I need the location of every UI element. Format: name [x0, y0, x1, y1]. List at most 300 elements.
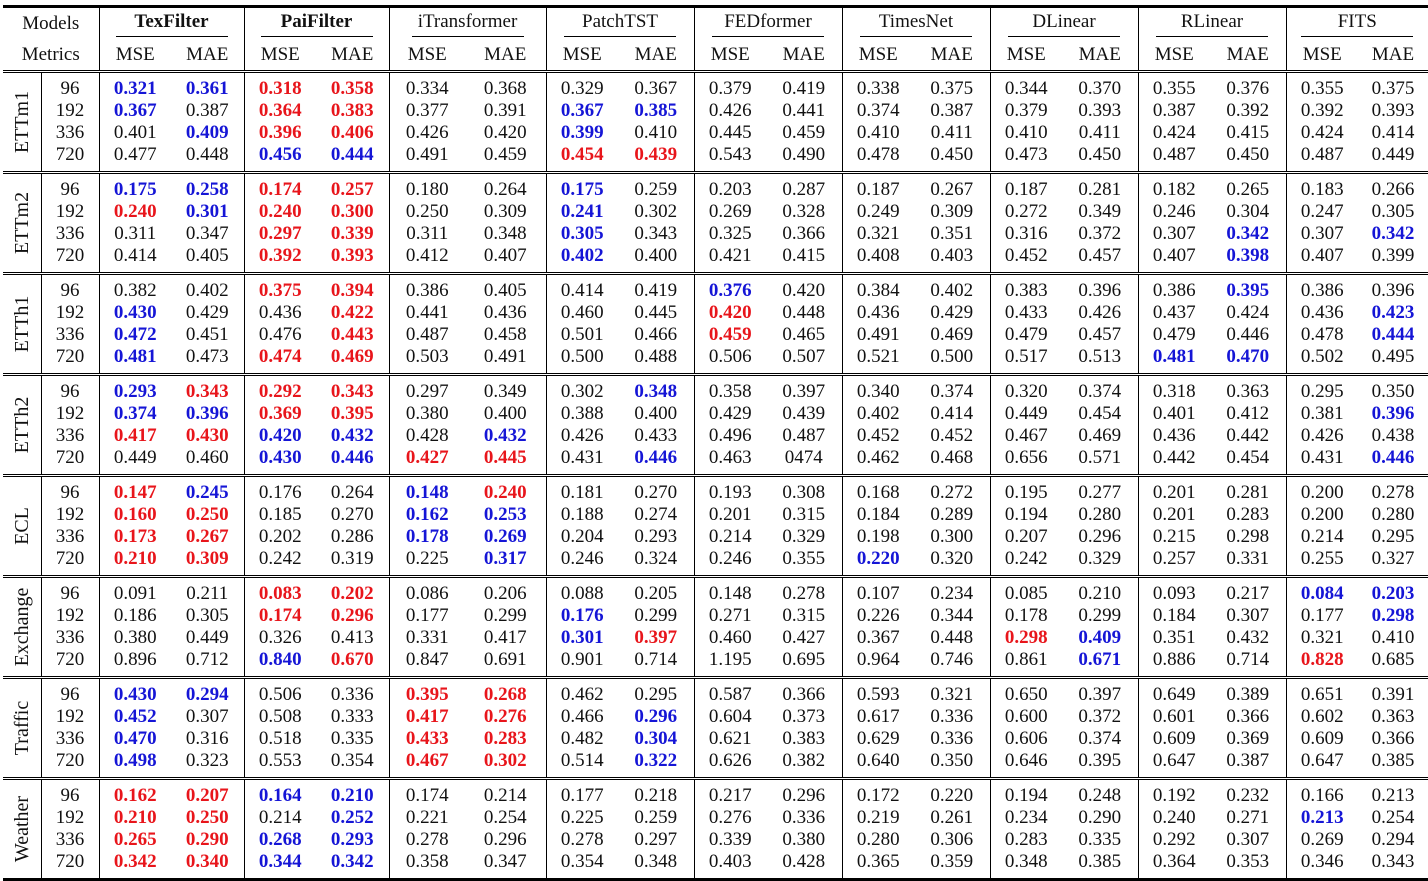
model-header — [546, 7, 694, 41]
metric-header: MAE — [484, 44, 527, 65]
value-cell: 0.088 — [546, 577, 618, 606]
value-cell-second: 0.430 — [99, 678, 171, 707]
value-cell: 0.518 — [244, 728, 316, 750]
value-cell: 0.432 — [1226, 627, 1270, 648]
value-cell: 0.348 — [990, 851, 1062, 880]
value-cell-best: 0.250 — [185, 807, 229, 828]
value-cell-best: 0.174 — [244, 605, 316, 627]
value-cell: 0.168 — [842, 476, 914, 505]
value-cell: 0.278 — [546, 829, 618, 851]
value-cell-best: 0.454 — [546, 144, 618, 173]
value-cell: 0.315 — [782, 605, 826, 626]
value-cell: 0.366 — [1371, 728, 1415, 749]
value-cell-second: 0.402 — [546, 245, 618, 274]
value-cell: 0.381 — [1286, 403, 1358, 425]
value-cell: 0.448 — [930, 627, 974, 648]
value-cell: 0.426 — [1286, 425, 1358, 447]
value-cell: 0.348 — [483, 223, 527, 244]
value-cell: 0.587 — [694, 678, 766, 707]
value-cell: 0.714 — [1226, 649, 1270, 670]
value-cell-best: 0.383 — [330, 100, 374, 121]
horizon-cell: 336 — [55, 324, 85, 345]
value-cell: 0.408 — [842, 245, 914, 274]
value-cell: 0.214 — [465, 779, 546, 808]
value-cell-second: 0.481 — [99, 346, 171, 375]
value-cell: 0.391 — [1358, 678, 1428, 707]
value-cell: 0.886 — [1138, 649, 1210, 678]
value-cell: 0.901 — [546, 649, 618, 678]
metric-header: MSE — [1286, 40, 1358, 72]
value-cell: 0.412 — [389, 245, 465, 274]
model-name: TimesNet — [860, 11, 972, 37]
value-cell: 0.166 — [1286, 779, 1358, 808]
value-cell: 0.388 — [546, 403, 618, 425]
dataset-label — [3, 375, 41, 476]
horizon-cell: 720 — [55, 548, 85, 569]
value-cell: 0.246 — [1138, 201, 1210, 223]
value-cell-second: 0.498 — [99, 750, 171, 779]
value-cell-second: 0.301 — [185, 201, 229, 222]
value-cell: 0.217 — [1210, 577, 1286, 606]
model-header — [694, 7, 842, 41]
value-cell: 0.250 — [389, 201, 465, 223]
horizon-cell: 96 — [41, 577, 99, 606]
dataset-label — [3, 274, 41, 375]
value-cell: 0.307 — [185, 706, 229, 727]
value-cell: 0.410 — [1371, 627, 1415, 648]
value-cell: 0.329 — [782, 526, 826, 547]
value-cell: 0.513 — [1078, 346, 1122, 367]
value-cell-second: 0.258 — [171, 173, 244, 202]
value-cell: 0.375 — [1358, 72, 1428, 101]
value-cell: 0.626 — [694, 750, 766, 779]
value-cell: 0.467 — [990, 425, 1062, 447]
value-cell: 0.266 — [1358, 173, 1428, 202]
value-cell-best: 0.406 — [330, 122, 374, 143]
horizon-cell: 336 — [55, 122, 85, 143]
value-cell-best: 0.443 — [330, 324, 374, 345]
value-cell: 0.315 — [782, 504, 826, 525]
value-cell: 0.374 — [914, 375, 990, 404]
value-cell: 0.442 — [1138, 447, 1210, 476]
value-cell: 0474 — [784, 447, 823, 468]
horizon-cell: 192 — [55, 504, 85, 525]
value-cell: 0.396 — [1358, 274, 1428, 303]
value-cell-best: 0.309 — [185, 548, 229, 569]
value-cell: 0.369 — [1226, 728, 1270, 749]
value-cell: 0.469 — [930, 324, 974, 345]
value-cell: 0.200 — [1286, 504, 1358, 526]
value-cell: 0.382 — [99, 274, 171, 303]
value-cell-best: 0.160 — [99, 504, 171, 526]
model-header — [1286, 7, 1428, 41]
value-cell-best: 0.296 — [330, 605, 374, 626]
value-cell: 0.691 — [483, 649, 527, 670]
value-cell-second: 0.423 — [1371, 302, 1415, 323]
value-cell: 0.517 — [990, 346, 1062, 375]
value-cell-best: 0.392 — [244, 245, 316, 274]
value-cell: 0.294 — [1371, 829, 1415, 850]
value-cell: 0.321 — [914, 678, 990, 707]
value-cell: 0.240 — [1138, 807, 1210, 829]
value-cell: 0.460 — [185, 447, 229, 468]
value-cell: 0.501 — [546, 324, 618, 346]
value-cell: 0.174 — [389, 779, 465, 808]
value-cell: 0.178 — [990, 605, 1062, 627]
value-cell: 0.271 — [694, 605, 766, 627]
table-row — [3, 144, 1428, 173]
value-cell: 0.399 — [1371, 245, 1415, 266]
value-cell: 0.746 — [930, 649, 974, 670]
value-cell-second: 0.220 — [842, 548, 914, 577]
value-cell: 0.336 — [930, 728, 974, 749]
value-cell-second: 0.175 — [99, 173, 171, 202]
value-cell: 0.460 — [694, 627, 766, 649]
value-cell: 0.177 — [1286, 605, 1358, 627]
value-cell: 0.338 — [842, 72, 914, 101]
value-cell-best: 0.240 — [244, 201, 316, 223]
metric-header: MSE — [1138, 40, 1210, 72]
value-cell-second: 0.293 — [330, 829, 374, 850]
value-cell: 0.304 — [1226, 201, 1270, 222]
value-cell: 0.386 — [389, 274, 465, 303]
value-cell-best: 0.427 — [389, 447, 465, 476]
value-cell: 0.287 — [766, 173, 842, 202]
value-cell: 0.386 — [1138, 274, 1210, 303]
horizon-cell: 336 — [55, 627, 85, 648]
metric-header: MSE — [244, 40, 316, 72]
value-cell: 0.375 — [914, 72, 990, 101]
value-cell: 0.195 — [990, 476, 1062, 505]
dataset-name: ECL — [10, 507, 33, 545]
horizon-cell: 192 — [55, 605, 85, 626]
dataset-label — [3, 678, 41, 779]
horizon-cell: 192 — [55, 706, 85, 727]
value-cell: 0.321 — [1286, 627, 1358, 649]
value-cell-second: 0.396 — [1371, 403, 1415, 424]
value-cell: 0.387 — [1138, 100, 1210, 122]
value-cell: 0.328 — [782, 201, 826, 222]
value-cell: 0.308 — [766, 476, 842, 505]
value-cell: 0.424 — [1226, 302, 1270, 323]
value-cell: 0.714 — [634, 649, 678, 670]
value-cell-second: 0.348 — [618, 375, 694, 404]
value-cell: 0.257 — [1138, 548, 1210, 577]
value-cell: 0.601 — [1138, 706, 1210, 728]
value-cell-best: 0.207 — [171, 779, 244, 808]
value-cell-best: 0.162 — [99, 779, 171, 808]
value-cell: 0.188 — [546, 504, 618, 526]
value-cell-second: 0.396 — [185, 403, 229, 424]
value-cell: 0.383 — [782, 728, 826, 749]
table-row — [3, 346, 1428, 375]
value-cell: 0.325 — [694, 223, 766, 245]
value-cell-second: 0.268 — [244, 829, 316, 851]
horizon-cell: 96 — [41, 476, 99, 505]
value-cell-best: 0.302 — [483, 750, 527, 771]
table-row — [3, 750, 1428, 779]
value-cell: 0.280 — [1078, 504, 1122, 525]
value-cell-second: 0.398 — [1226, 245, 1270, 266]
value-cell-second: 0.470 — [1226, 346, 1270, 367]
value-cell-best: 0.257 — [316, 173, 389, 202]
value-cell-best: 0.828 — [1286, 649, 1358, 678]
value-cell: 0.604 — [694, 706, 766, 728]
value-cell: 0.367 — [618, 72, 694, 101]
value-cell: 0.329 — [546, 72, 618, 101]
value-cell: 0.414 — [1371, 122, 1415, 143]
value-cell: 0.353 — [1226, 851, 1270, 872]
horizon-cell: 96 — [41, 678, 99, 707]
value-cell: 0.297 — [634, 829, 678, 850]
metric-header: MAE — [1078, 44, 1121, 65]
value-cell: 0.296 — [766, 779, 842, 808]
value-cell: 0.896 — [99, 649, 171, 678]
model-name: DLinear — [1008, 11, 1120, 37]
value-cell: 0.473 — [990, 144, 1062, 173]
value-cell: 0.289 — [930, 504, 974, 525]
value-cell: 0.351 — [930, 223, 974, 244]
value-cell: 0.393 — [1371, 100, 1415, 121]
value-cell-best: 0.147 — [99, 476, 171, 505]
value-cell: 0.302 — [546, 375, 618, 404]
value-cell: 0.184 — [842, 504, 914, 526]
value-cell-second: 0.376 — [694, 274, 766, 303]
value-cell: 0.327 — [1371, 548, 1415, 569]
value-cell: 0.426 — [694, 100, 766, 122]
value-cell: 0.407 — [483, 245, 527, 266]
value-cell-best: 0.174 — [244, 173, 316, 202]
value-cell: 0.299 — [634, 605, 678, 626]
table-row — [3, 577, 1428, 606]
value-cell: 0.419 — [618, 274, 694, 303]
value-cell: 0.343 — [1371, 851, 1415, 872]
value-cell: 0.336 — [782, 807, 826, 828]
value-cell-second: 0.344 — [244, 851, 316, 880]
value-cell: 0.514 — [546, 750, 618, 779]
value-cell: 0.479 — [1138, 324, 1210, 346]
table-row — [3, 627, 1428, 649]
value-cell: 0.254 — [483, 807, 527, 828]
value-cell: 0.649 — [1138, 678, 1210, 707]
value-cell: 0.454 — [1078, 403, 1122, 424]
value-cell: 0.320 — [930, 548, 974, 569]
table-row — [3, 403, 1428, 425]
value-cell: 0.445 — [694, 122, 766, 144]
value-cell: 0.463 — [694, 447, 766, 476]
value-cell: 0.448 — [185, 144, 229, 165]
value-cell-second: 0.432 — [483, 425, 527, 446]
value-cell: 0.305 — [1371, 201, 1415, 222]
value-cell-best: 0.395 — [330, 403, 374, 424]
value-cell: 0.506 — [694, 346, 766, 375]
value-cell: 0.459 — [782, 122, 826, 143]
value-cell: 0.271 — [1226, 807, 1270, 828]
table-row — [3, 173, 1428, 202]
value-cell: 0.214 — [694, 526, 766, 548]
value-cell: 0.609 — [1138, 728, 1210, 750]
value-cell: 0.331 — [1226, 548, 1270, 569]
value-cell-second: 0.203 — [1358, 577, 1428, 606]
value-cell-best: 0.210 — [99, 548, 171, 577]
value-cell-best: 0.343 — [171, 375, 244, 404]
value-cell: 0.281 — [1210, 476, 1286, 505]
value-cell: 0.194 — [990, 779, 1062, 808]
value-cell: 0.232 — [1210, 779, 1286, 808]
value-cell-second: 0.409 — [1078, 627, 1122, 648]
value-cell: 0.280 — [842, 829, 914, 851]
value-cell-best: 0.173 — [99, 526, 171, 548]
value-cell: 0.305 — [185, 605, 229, 626]
value-cell: 0.276 — [694, 807, 766, 829]
value-cell: 0.387 — [930, 100, 974, 121]
value-cell: 0.487 — [1138, 144, 1210, 173]
value-cell: 0.400 — [634, 403, 678, 424]
value-cell: 0.602 — [1286, 706, 1358, 728]
value-cell: 0.392 — [1286, 100, 1358, 122]
model-name: TexFilter — [116, 11, 228, 37]
value-cell-second: 0.374 — [99, 403, 171, 425]
value-cell: 0.656 — [990, 447, 1062, 476]
value-cell: 0.300 — [930, 526, 974, 547]
value-cell: 0.194 — [990, 504, 1062, 526]
value-cell: 0.201 — [1138, 476, 1210, 505]
value-cell: 0.311 — [99, 223, 171, 245]
value-cell: 0.339 — [694, 829, 766, 851]
value-cell-best: 0.364 — [244, 100, 316, 122]
value-cell: 0.270 — [330, 504, 374, 525]
value-cell: 0.452 — [930, 425, 974, 446]
value-cell: 0.225 — [546, 807, 618, 829]
value-cell-best: 0.397 — [634, 627, 678, 648]
horizon-cell: 720 — [55, 447, 85, 468]
value-cell: 0.964 — [842, 649, 914, 678]
value-cell-best: 0.267 — [185, 526, 229, 547]
value-cell: 0.476 — [244, 324, 316, 346]
value-cell: 0.267 — [914, 173, 990, 202]
value-cell: 0.508 — [244, 706, 316, 728]
value-cell: 0.278 — [766, 577, 842, 606]
metric-header: MAE — [1226, 44, 1269, 65]
value-cell: 0.414 — [546, 274, 618, 303]
value-cell: 0.459 — [483, 144, 527, 165]
horizon-cell: 720 — [55, 346, 85, 367]
value-cell: 0.410 — [634, 122, 678, 143]
value-cell: 0.414 — [99, 245, 171, 274]
value-cell: 0.192 — [1138, 779, 1210, 808]
value-cell: 0.185 — [244, 504, 316, 526]
value-cell-second: 0.322 — [634, 750, 678, 771]
value-cell-second: 0.176 — [546, 605, 618, 627]
value-cell: 0.210 — [1062, 577, 1138, 606]
value-cell: 0.269 — [1286, 829, 1358, 851]
dataset-label — [3, 577, 41, 678]
value-cell: 0.249 — [842, 201, 914, 223]
value-cell: 0.364 — [1138, 851, 1210, 880]
table-row — [3, 548, 1428, 577]
value-cell-second: 0.432 — [330, 425, 374, 446]
dataset-name: ETTm2 — [10, 191, 33, 255]
value-cell: 0.355 — [1138, 72, 1210, 101]
value-cell: 0.354 — [546, 851, 618, 880]
value-cell: 0.374 — [1078, 728, 1122, 749]
dataset-label — [3, 779, 41, 880]
value-cell: 0.600 — [990, 706, 1062, 728]
value-cell: 0.650 — [990, 678, 1062, 707]
value-cell-second: 0.253 — [483, 504, 527, 525]
value-cell: 0.283 — [990, 829, 1062, 851]
value-cell-best: 0.469 — [330, 346, 374, 367]
value-cell: 0.247 — [1286, 201, 1358, 223]
value-cell: 0.617 — [842, 706, 914, 728]
value-cell: 0.261 — [930, 807, 974, 828]
dataset-name: Weather — [10, 795, 33, 863]
value-cell: 0.441 — [389, 302, 465, 324]
value-cell: 0.248 — [1062, 779, 1138, 808]
results-table — [3, 5, 1428, 881]
value-cell-second: 0.148 — [389, 476, 465, 505]
results-table-container — [3, 5, 1415, 881]
table-row — [3, 201, 1428, 223]
metric-header: MSE — [694, 40, 766, 72]
horizon-cell: 720 — [55, 245, 85, 266]
value-cell: 0.366 — [782, 223, 826, 244]
value-cell: 0.226 — [842, 605, 914, 627]
value-cell: 0.414 — [930, 403, 974, 424]
value-cell: 0.350 — [930, 750, 974, 771]
table-row — [3, 649, 1428, 678]
value-cell-best: 0.445 — [483, 447, 527, 468]
value-cell: 0.180 — [389, 173, 465, 202]
value-cell: 0.380 — [389, 403, 465, 425]
value-cell: 0.502 — [1286, 346, 1358, 375]
value-cell: 0.407 — [1138, 245, 1210, 274]
value-cell: 0.203 — [694, 173, 766, 202]
value-cell-best: 0.343 — [316, 375, 389, 404]
value-cell: 0.452 — [842, 425, 914, 447]
horizon-cell: 96 — [41, 173, 99, 202]
value-cell-best: 0.358 — [316, 72, 389, 101]
value-cell: 0.335 — [330, 728, 374, 749]
value-cell: 0.457 — [1078, 245, 1122, 266]
value-cell: 0.334 — [389, 72, 465, 101]
value-cell: 0.370 — [1062, 72, 1138, 101]
table-row — [3, 223, 1428, 245]
value-cell: 0.392 — [1226, 100, 1270, 121]
value-cell: 0.373 — [782, 706, 826, 727]
value-cell: 0.349 — [1078, 201, 1122, 222]
horizon-cell: 720 — [55, 851, 85, 872]
value-cell: 0.206 — [465, 577, 546, 606]
value-cell-second: 0.399 — [546, 122, 618, 144]
table-row — [3, 728, 1428, 750]
horizon-cell: 720 — [55, 750, 85, 771]
value-cell: 0.449 — [1371, 144, 1415, 165]
value-cell: 0.609 — [1286, 728, 1358, 750]
table-body — [3, 72, 1428, 880]
value-cell: 0.186 — [99, 605, 171, 627]
value-cell: 0.606 — [990, 728, 1062, 750]
value-cell: 0.259 — [634, 807, 678, 828]
value-cell: 0.278 — [1358, 476, 1428, 505]
model-name: FEDformer — [712, 11, 824, 37]
value-cell: 0.428 — [389, 425, 465, 447]
value-cell: 0.286 — [330, 526, 374, 547]
value-cell: 0.415 — [1226, 122, 1270, 143]
model-header — [842, 7, 990, 41]
table-row — [3, 851, 1428, 880]
value-cell-best: 0.459 — [694, 324, 766, 346]
